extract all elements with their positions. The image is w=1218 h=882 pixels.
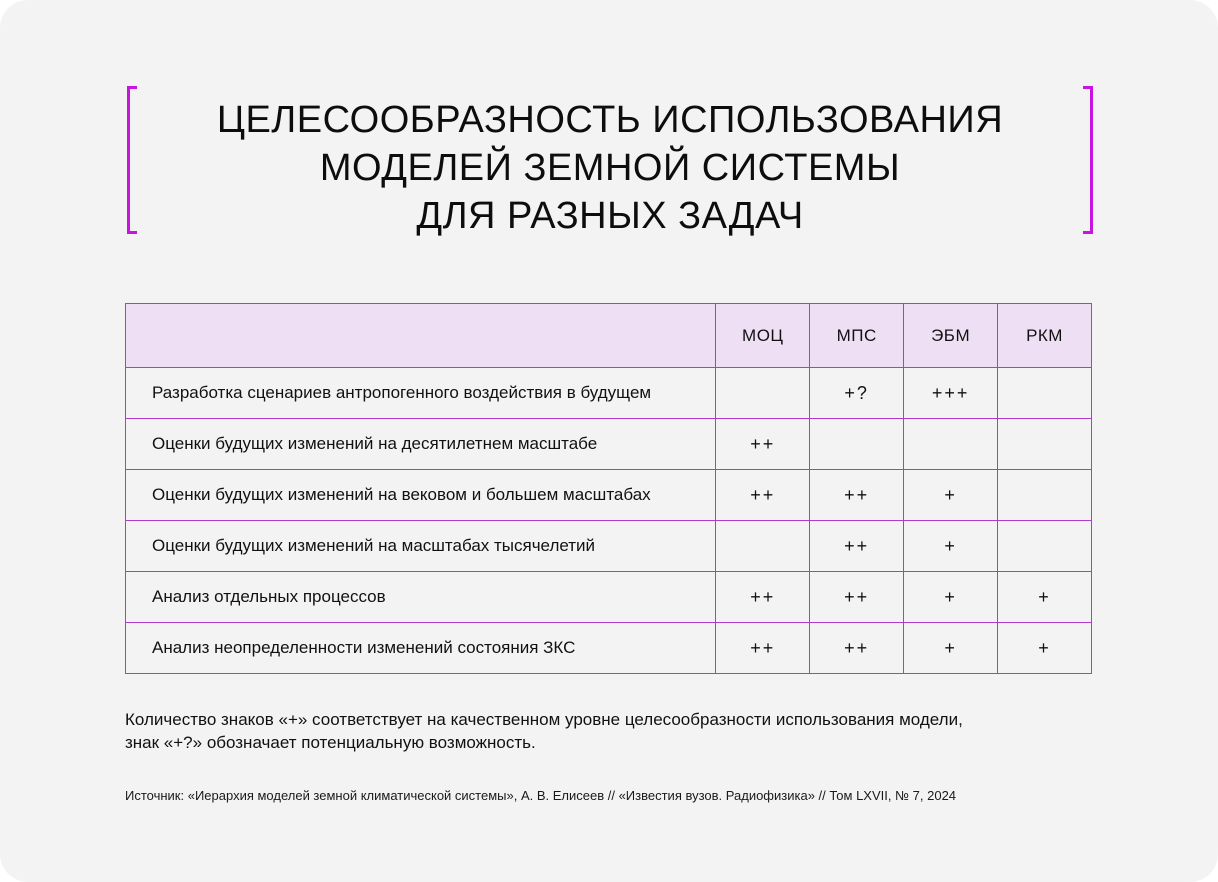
header-moc: МОЦ (716, 304, 810, 368)
note-line-2: знак «+?» обозначает потенциальную возможность. (125, 733, 536, 752)
cell-mps: ++ (810, 521, 904, 572)
row-task: Разработка сценариев антропогенного воздействия в будущем (126, 368, 716, 419)
cell-ebm: + (904, 470, 998, 521)
source-citation: Источник: «Иерархия моделей земной климатической системы», А. В. Елисеев // «Известия вузов. Радиофизика» // Том LXVII, № 7, 2024 (125, 788, 957, 803)
header-mps: МПС (810, 304, 904, 368)
right-bracket (1083, 86, 1093, 234)
table-row (126, 572, 1092, 623)
row-task: Оценки будущих изменений на вековом и большем масштабах (126, 470, 716, 521)
cell-ebm: + (904, 521, 998, 572)
cell-rkm (998, 419, 1092, 470)
title-line-2: МОДЕЛЕЙ ЗЕМНОЙ СИСТЕМЫ (319, 147, 901, 189)
cell-rkm (998, 470, 1092, 521)
cell-moc: ++ (716, 623, 810, 674)
cell-rkm (998, 521, 1092, 572)
cell-rkm (998, 368, 1092, 419)
table-row (126, 470, 1092, 521)
table-row (126, 419, 1092, 470)
note-line-1: Количество знаков «+» соответствует на качественном уровне целесообразности использования модели, (125, 710, 963, 729)
cell-moc: ++ (716, 470, 810, 521)
header-ebm: ЭБМ (904, 304, 998, 368)
title-line-3: ДЛЯ РАЗНЫХ ЗАДАЧ (416, 195, 804, 237)
cell-mps: ++ (810, 572, 904, 623)
row-task: Анализ отдельных процессов (126, 572, 716, 623)
legend-note (125, 708, 1085, 754)
header-task (126, 304, 716, 368)
title-line-1: ЦЕЛЕСООБРАЗНОСТЬ ИСПОЛЬЗОВАНИЯ (216, 99, 1004, 141)
row-task: Оценки будущих изменений на десятилетнем масштабе (126, 419, 716, 470)
cell-ebm (904, 419, 998, 470)
row-task: Оценки будущих изменений на масштабах тысячелетий (126, 521, 716, 572)
cell-mps: ++ (810, 470, 904, 521)
cell-moc (716, 521, 810, 572)
row-task: Анализ неопределенности изменений состояния ЗКС (126, 623, 716, 674)
table-row (126, 623, 1092, 674)
suitability-table (125, 303, 1092, 674)
cell-ebm: + (904, 572, 998, 623)
cell-moc: ++ (716, 572, 810, 623)
table-row (126, 368, 1092, 419)
cell-rkm: + (998, 623, 1092, 674)
left-bracket (127, 86, 137, 234)
cell-ebm: + (904, 623, 998, 674)
cell-ebm: +++ (904, 368, 998, 419)
cell-mps: ++ (810, 623, 904, 674)
cell-mps: +? (810, 368, 904, 419)
cell-rkm: + (998, 572, 1092, 623)
title-block (127, 86, 1093, 236)
cell-moc: ++ (716, 419, 810, 470)
table-row (126, 521, 1092, 572)
page-title (157, 96, 1063, 240)
table-header-row (126, 304, 1092, 368)
header-rkm: РКМ (998, 304, 1092, 368)
cell-mps (810, 419, 904, 470)
cell-moc (716, 368, 810, 419)
